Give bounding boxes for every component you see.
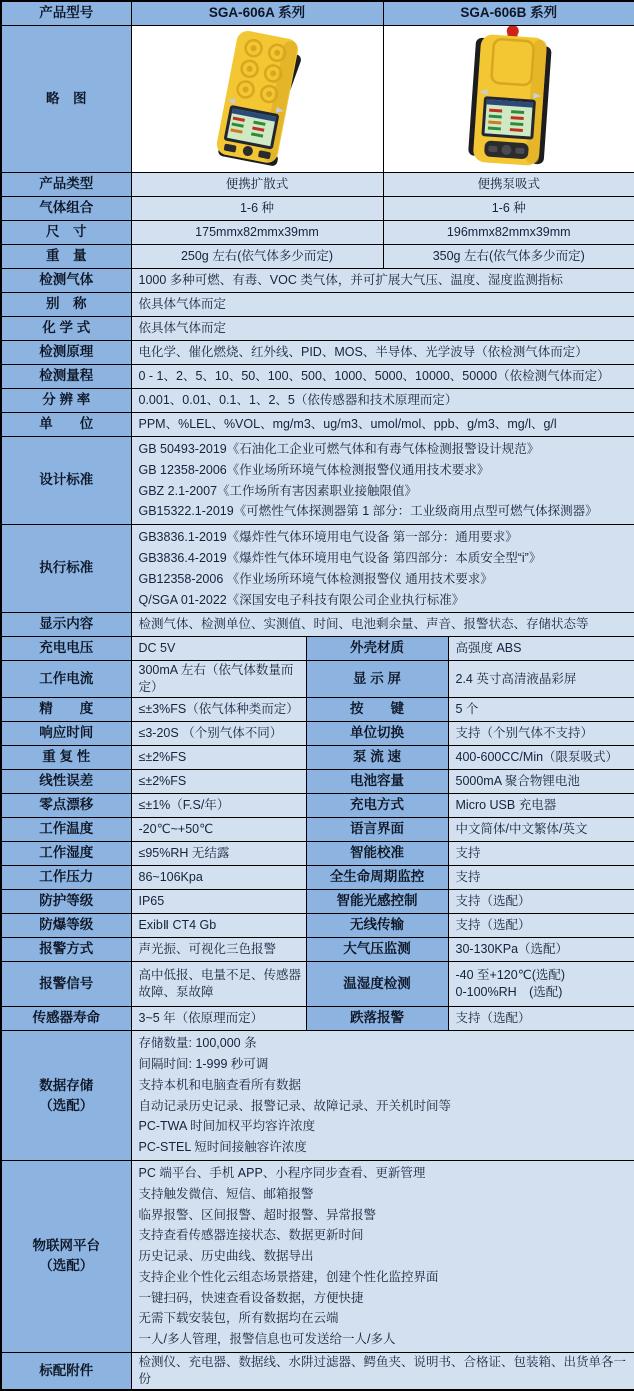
spec-value-a: 175mmx82mmx39mm xyxy=(131,221,383,245)
table-row xyxy=(1,389,634,413)
spec-value: PPM、%LEL、%VOL、mg/m3、ug/m3、umol/mol、ppb、g/m3、mg/l、g/l xyxy=(131,413,634,437)
spec-label: 单位切换 xyxy=(306,722,448,746)
product-image-a xyxy=(131,26,383,173)
spec-value: 电化学、催化燃烧、红外线、PID、MOS、半导体、光学波导（依检测气体而定） xyxy=(131,341,634,365)
text-line: GB3836.1-2019《爆炸性气体环境用电气设备 第一部分：通用要求》 xyxy=(139,527,631,548)
table-row xyxy=(1,842,634,866)
text-line: 0-100%RH (选配) xyxy=(456,984,631,1001)
spec-label: 显 示 屏 xyxy=(306,661,448,698)
text-line: 支持本机和电脑查看所有数据 xyxy=(139,1075,631,1096)
text-line: 支持查看传感器连接状态、数据更新时间 xyxy=(139,1225,631,1246)
text-line: GB 50493-2019《石油化工企业可燃气体和有毒气体检测报警设计规范》 xyxy=(139,439,631,460)
spec-value: ≤±1%（F.S/年） xyxy=(131,794,306,818)
table-row xyxy=(1,890,634,914)
spec-label: 标配附件 xyxy=(1,1353,131,1390)
text-line: 支持企业个性化云组态场景搭建，创建个性化监控界面 xyxy=(139,1267,631,1288)
spec-value: 0 - 1、2、5、10、50、100、500、1000、5000、10000、50000（依检测气体而定） xyxy=(131,365,634,389)
spec-label: 零点漂移 xyxy=(1,794,131,818)
spec-value: ≤±2%FS xyxy=(131,746,306,770)
spec-label: 执行标准 xyxy=(1,525,131,613)
spec-label: 无线传输 xyxy=(306,914,448,938)
table-row xyxy=(1,221,634,245)
sketch-label: 略 图 xyxy=(1,26,131,173)
table-row xyxy=(1,637,634,661)
spec-value: ≤3-20S （个别气体不同） xyxy=(131,722,306,746)
text-line: 物联网平台 xyxy=(3,1236,130,1256)
text-line: GB15322.1-2019《可燃性气体探测器第 1 部分：工业级商用点型可燃气体探测器》 xyxy=(139,501,631,522)
table-row xyxy=(1,962,634,1007)
table-row xyxy=(1,437,634,525)
spec-value: ExibⅡ CT4 Gb xyxy=(131,914,306,938)
spec-value: IP65 xyxy=(131,890,306,914)
table-row xyxy=(1,661,634,698)
spec-value: 依具体气体而定 xyxy=(131,317,634,341)
spec-value: -20℃~+50℃ xyxy=(131,818,306,842)
spec-value: Micro USB 充电器 xyxy=(448,794,634,818)
table-row xyxy=(1,1,634,26)
text-line: PC-STEL 短时间接触容许浓度 xyxy=(139,1137,631,1158)
spec-label: 分 辨 率 xyxy=(1,389,131,413)
spec-value-a: 250g 左右(依气体多少而定) xyxy=(131,245,383,269)
table-row xyxy=(1,197,634,221)
spec-label: 工作压力 xyxy=(1,866,131,890)
spec-value xyxy=(131,1160,634,1352)
spec-value: 支持 xyxy=(448,842,634,866)
spec-value: 0.001、0.01、0.1、1、2、5（依传感器和技术原理而定） xyxy=(131,389,634,413)
product-image-b xyxy=(383,26,634,173)
spec-value: 86~106Kpa xyxy=(131,866,306,890)
table-row xyxy=(1,938,634,962)
spec-value: 支持 xyxy=(448,866,634,890)
gas-detector-a-illustration xyxy=(132,26,384,172)
spec-value-b: 便携泵吸式 xyxy=(383,173,634,197)
spec-value: 检测气体、检测单位、实测值、时间、电池剩余量、声音、报警状态、存储状态等 xyxy=(131,613,634,637)
spec-label: 工作湿度 xyxy=(1,842,131,866)
text-line: 自动记录历史记录、报警记录、故障记录、开关机时间等 xyxy=(139,1096,631,1117)
table-row xyxy=(1,525,634,613)
text-line: GB12358-2006 《作业场所环境气体检测报警仪 通用技术要求》 xyxy=(139,569,631,590)
table-row xyxy=(1,613,634,637)
table-row xyxy=(1,269,634,293)
spec-value: 2.4 英寸高清液晶彩屏 xyxy=(448,661,634,698)
text-line: 无需下载安装包，所有数据均在云端 xyxy=(139,1308,631,1329)
text-line: -40 至+120℃(选配) xyxy=(456,967,631,984)
text-line: GBZ 2.1-2007《工作场所有害因素职业接触限值》 xyxy=(139,481,631,502)
table-row xyxy=(1,1031,634,1161)
spec-label: 大气压监测 xyxy=(306,938,448,962)
text-line: （选配） xyxy=(3,1096,130,1116)
spec-label xyxy=(1,1031,131,1161)
spec-value xyxy=(448,962,634,1007)
header-series-a: SGA-606A 系列 xyxy=(131,1,383,26)
spec-value: 5000mA 聚合物锂电池 xyxy=(448,770,634,794)
spec-label: 报警方式 xyxy=(1,938,131,962)
table-row xyxy=(1,914,634,938)
spec-label: 语言界面 xyxy=(306,818,448,842)
text-line: 历史记录、历史曲线、数据导出 xyxy=(139,1246,631,1267)
table-row xyxy=(1,722,634,746)
spec-label: 泵 流 速 xyxy=(306,746,448,770)
spec-label: 报警信号 xyxy=(1,962,131,1007)
table-row xyxy=(1,698,634,722)
spec-label: 智能光感控制 xyxy=(306,890,448,914)
table-row xyxy=(1,770,634,794)
spec-label: 化 学 式 xyxy=(1,317,131,341)
spec-label: 检测量程 xyxy=(1,365,131,389)
spec-label xyxy=(1,1160,131,1352)
spec-value-a: 1-6 种 xyxy=(131,197,383,221)
spec-value: 声光振、可视化三色报警 xyxy=(131,938,306,962)
spec-label: 防爆等级 xyxy=(1,914,131,938)
table-row xyxy=(1,746,634,770)
spec-label: 智能校准 xyxy=(306,842,448,866)
table-row xyxy=(1,1007,634,1031)
spec-value: 高中低报、电量不足、传感器故障、泵故障 xyxy=(131,962,306,1007)
spec-value-b: 1-6 种 xyxy=(383,197,634,221)
spec-value: ≤±2%FS xyxy=(131,770,306,794)
text-line: PC 端平台、手机 APP、小程序同步查看、更新管理 xyxy=(139,1163,631,1184)
table-row xyxy=(1,1353,634,1390)
spec-value: 1000 多种可燃、有毒、VOC 类气体，并可扩展大气压、温度、湿度监测指标 xyxy=(131,269,634,293)
table-row xyxy=(1,317,634,341)
spec-value: ≤95%RH 无结露 xyxy=(131,842,306,866)
spec-value: 中文简体/中文繁体/英文 xyxy=(448,818,634,842)
spec-value: 3~5 年（依原理而定） xyxy=(131,1007,306,1031)
spec-value-a: 便携扩散式 xyxy=(131,173,383,197)
text-line: 一键扫码，快速查看设备数据，方便快捷 xyxy=(139,1288,631,1309)
text-line: 支持触发微信、短信、邮箱报警 xyxy=(139,1184,631,1205)
spec-value xyxy=(131,1031,634,1161)
spec-value: ≤±3%FS（依气体种类而定） xyxy=(131,698,306,722)
table-row xyxy=(1,173,634,197)
table-row xyxy=(1,365,634,389)
header-series-b: SGA-606B 系列 xyxy=(383,1,634,26)
spec-value-b: 196mmx82mmx39mm xyxy=(383,221,634,245)
spec-label: 防护等级 xyxy=(1,890,131,914)
spec-label: 尺 寸 xyxy=(1,221,131,245)
text-line: Q/SGA 01-2022《深国安电子科技有限公司企业执行标准》 xyxy=(139,590,631,611)
text-line: 一人/多人管理，报警信息也可发送给一人/多人 xyxy=(139,1329,631,1350)
spec-value: 支持（选配） xyxy=(448,1007,634,1031)
spec-value: 依具体气体而定 xyxy=(131,293,634,317)
table-row xyxy=(1,293,634,317)
text-line: GB3836.4-2019《爆炸性气体环境用电气设备 第四部分：本质安全型“i”》 xyxy=(139,548,631,569)
spec-label: 检测原理 xyxy=(1,341,131,365)
text-line: PC-TWA 时间加权平均容许浓度 xyxy=(139,1116,631,1137)
spec-label: 响应时间 xyxy=(1,722,131,746)
spec-value: 高强度 ABS xyxy=(448,637,634,661)
spec-label: 显示内容 xyxy=(1,613,131,637)
spec-value xyxy=(131,525,634,613)
spec-value: 检测仪、充电器、数据线、水阱过滤器、鳄鱼夹、说明书、合格证、包装箱、出货单各一份 xyxy=(131,1353,634,1390)
spec-value: 5 个 xyxy=(448,698,634,722)
spec-label: 跌落报警 xyxy=(306,1007,448,1031)
spec-value-b: 350g 左右(依气体多少而定) xyxy=(383,245,634,269)
spec-value: 30-130KPa（选配） xyxy=(448,938,634,962)
spec-label: 重 复 性 xyxy=(1,746,131,770)
table-row xyxy=(1,26,634,173)
spec-label: 别 称 xyxy=(1,293,131,317)
spec-value: 400-600CC/Min（限泵吸式） xyxy=(448,746,634,770)
header-product-model: 产品型号 xyxy=(1,1,131,26)
spec-label: 全生命周期监控 xyxy=(306,866,448,890)
spec-label: 单 位 xyxy=(1,413,131,437)
spec-value: 支持（个别气体不支持） xyxy=(448,722,634,746)
spec-value: 300mA 左右（依气体数量而定） xyxy=(131,661,306,698)
text-line: 间隔时间: 1-999 秒可调 xyxy=(139,1054,631,1075)
table-row xyxy=(1,794,634,818)
spec-label: 外壳材质 xyxy=(306,637,448,661)
text-line: 数据存储 xyxy=(3,1076,130,1096)
spec-label: 精 度 xyxy=(1,698,131,722)
spec-value xyxy=(131,437,634,525)
spec-label: 充电方式 xyxy=(306,794,448,818)
table-row xyxy=(1,413,634,437)
spec-label: 按 键 xyxy=(306,698,448,722)
table-row xyxy=(1,245,634,269)
text-line: GB 12358-2006《作业场所环境气体检测报警仪通用技术要求》 xyxy=(139,460,631,481)
spec-label: 检测气体 xyxy=(1,269,131,293)
text-line: 存储数量: 100,000 条 xyxy=(139,1033,631,1054)
gas-detector-b-illustration xyxy=(384,26,634,172)
spec-label: 工作电流 xyxy=(1,661,131,698)
spec-value: 支持（选配） xyxy=(448,890,634,914)
spec-value: DC 5V xyxy=(131,637,306,661)
spec-label: 重 量 xyxy=(1,245,131,269)
text-line: 临界报警、区间报警、超时报警、异常报警 xyxy=(139,1205,631,1226)
text-line: （选配） xyxy=(3,1256,130,1276)
table-row xyxy=(1,341,634,365)
spec-label: 工作温度 xyxy=(1,818,131,842)
spec-label: 线性误差 xyxy=(1,770,131,794)
table-row xyxy=(1,818,634,842)
spec-label: 产品类型 xyxy=(1,173,131,197)
spec-label: 温湿度检测 xyxy=(306,962,448,1007)
spec-label: 传感器寿命 xyxy=(1,1007,131,1031)
spec-label: 气体组合 xyxy=(1,197,131,221)
spec-label: 设计标准 xyxy=(1,437,131,525)
table-row xyxy=(1,866,634,890)
spec-label: 电池容量 xyxy=(306,770,448,794)
spec-label: 充电电压 xyxy=(1,637,131,661)
spec-value: 支持（选配） xyxy=(448,914,634,938)
table-row xyxy=(1,1160,634,1352)
